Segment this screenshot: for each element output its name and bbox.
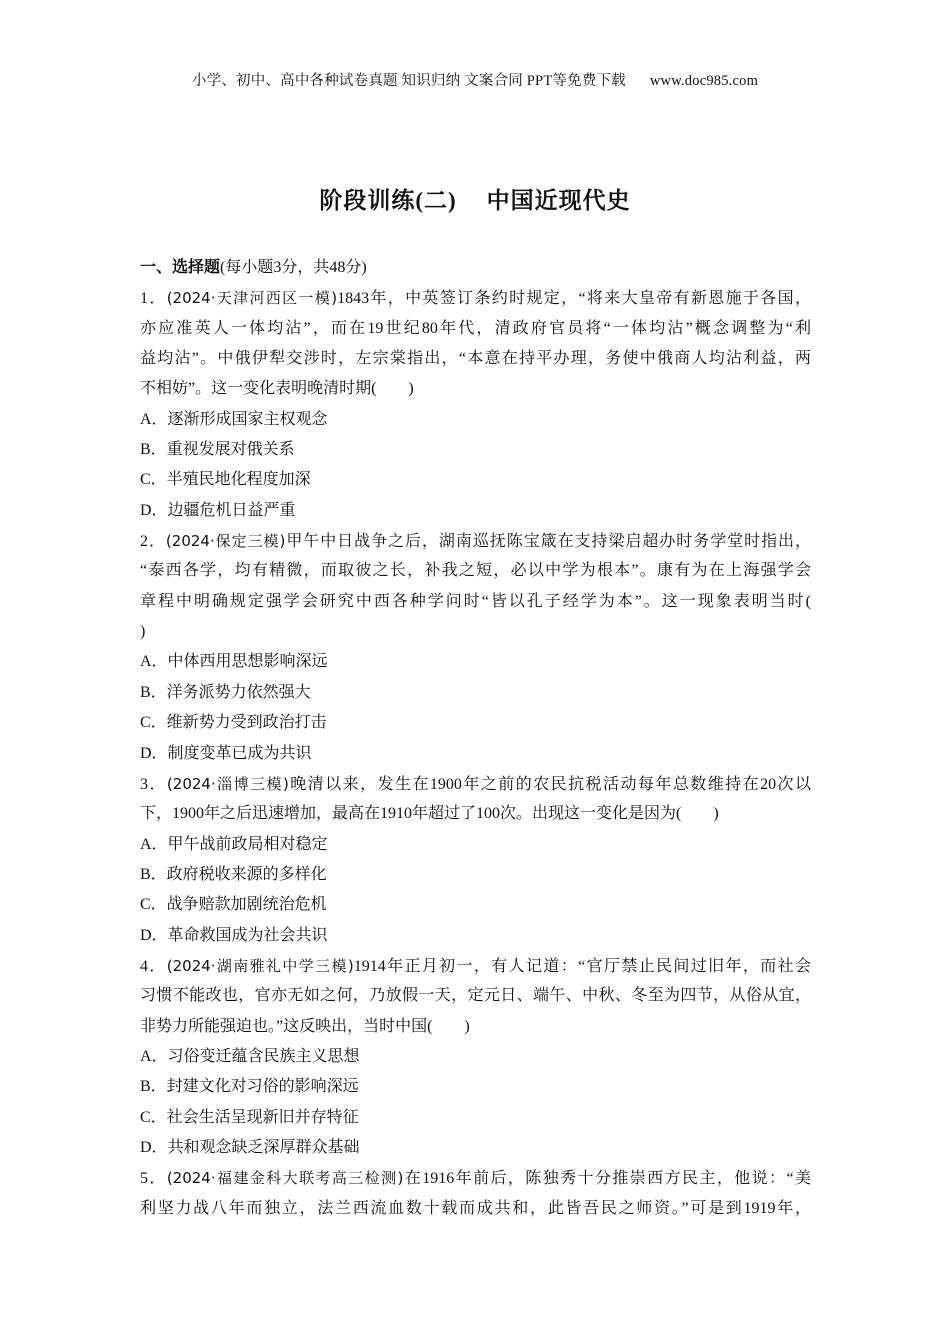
question-1-line [140,374,811,404]
question-4-line [140,951,811,981]
option-D: D．共和观念缺乏深厚群众基础 [140,1138,360,1156]
question-text: 1843年，中英签订条约时规定，“将来大皇帝有新恩施于各国， [337,290,811,308]
page-header [0,69,950,90]
question-1-line [140,344,811,374]
option-C: C．战争赔款加剧统治危机 [140,896,327,914]
option-B: B．重视发展对俄关系 [140,441,295,459]
question-number: 2． [140,533,166,551]
question-source: (2024·淄博三模) [166,774,289,793]
question-source: (2024·保定三模) [165,532,286,551]
page-title [0,182,950,215]
question-2-line [140,556,811,586]
option-D: D．边疆危机日益严重 [140,501,296,519]
option-A: A．甲午战前政局相对稳定 [140,835,328,853]
header-text: 小学、初中、高中各种试卷真题 知识归纳 文案合同 PPT等免费下载 [191,73,626,89]
option-D: D．革命救国成为社会共识 [140,926,328,944]
question-4-line [140,981,811,1011]
question-text: ) [140,623,146,641]
option-C: C．半殖民地化程度加深 [140,471,311,489]
question-2-line [140,526,811,556]
question-4-line [140,1012,811,1042]
title-part2: 中国近现代史 [486,188,631,213]
option-B: B．封建文化对习俗的影响深远 [140,1078,359,1096]
option-B: B．洋务派势力依然强大 [140,683,311,701]
question-3-line [140,769,811,799]
question-2-line [140,617,811,647]
question-3-line [140,799,811,829]
question-source: (2024·天津河西区一模) [166,289,338,308]
question-text: 1914年正月初一，有人记道：“官厅禁止民间过旧年，而社会 [353,957,811,975]
question-text: 甲午中日战争之后，湖南巡抚陈宝箴在支持梁启超办时务学堂时指出， [285,533,811,551]
question-text: 晚清以来，发生在1900年之前的农民抗税活动每年总数维持在20次以 [288,775,811,793]
question-text: 章程中明确规定强学会研究中西各种学问时“皆以孔子经学为本”。这一现象表明当时( [140,592,811,610]
question-number: 1． [140,290,167,308]
question-source: (2024·湖南雅礼中学三模) [166,956,354,975]
option-D: D．制度变革已成为共识 [140,744,312,762]
question-text: 习惯不能改也，官亦无如之何，乃放假一天，定元日、端午、中秋、冬至为四节，从俗从宜， [140,987,811,1005]
question-1-line [140,314,811,344]
question-text: 在1916年前后，陈独秀十分推崇西方民主，他说：“美 [403,1170,811,1188]
question-1-line [140,283,811,313]
question-text: 利坚力战八年而独立，法兰西流血数十载而成共和，此皆吾民之师资。”可是到1919年， [140,1199,811,1217]
question-2-line [140,587,811,617]
question-5-line [140,1163,811,1193]
question-text: “泰西各学，均有精微，而取彼之长，补我之短，必以中学为根本”。康有为在上海强学会 [140,562,811,580]
option-C: C．社会生活呈现新旧并存特征 [140,1108,359,1126]
question-text: 下，1900年之后迅速增加，最高在1910年超过了100次。出现这一变化是因为( ) [140,805,719,823]
document-body [140,253,811,1224]
question-text: 非势力所能强迫也。”这反映出，当时中国( ) [140,1017,470,1035]
option-A: A．习俗变迁蕴含民族主义思想 [140,1047,360,1065]
option-A: A．逐渐形成国家主权观念 [140,410,328,428]
question-5-line [140,1194,811,1224]
question-source: (2024·福建金科大联考高三检测) [166,1169,404,1188]
title-part1: 阶段训练(二) [319,188,457,213]
header-url[interactable]: www.doc985.com [649,73,759,89]
question-number: 5． [140,1170,167,1188]
option-B: B．政府税收来源的多样化 [140,865,327,883]
question-text: 亦应准英人一体均沾”，而在19世纪80年代，清政府官员将“一体均沾”概念调整为“利 [140,319,811,337]
question-text: 益均沾”。中俄伊犁交涉时，左宗棠指出，“本意在持平办理，务使中俄商人均沾利益，两 [140,350,811,368]
question-number: 3． [140,775,167,793]
question-number: 4． [140,957,167,975]
section-heading: 一、选择题(每小题3分，共48分) [140,259,367,276]
option-A: A．中体西用思想影响深远 [140,653,328,671]
question-text: 不相妨”。这一变化表明晚清时期( ) [140,380,414,398]
option-C: C．维新势力受到政治打击 [140,714,327,732]
